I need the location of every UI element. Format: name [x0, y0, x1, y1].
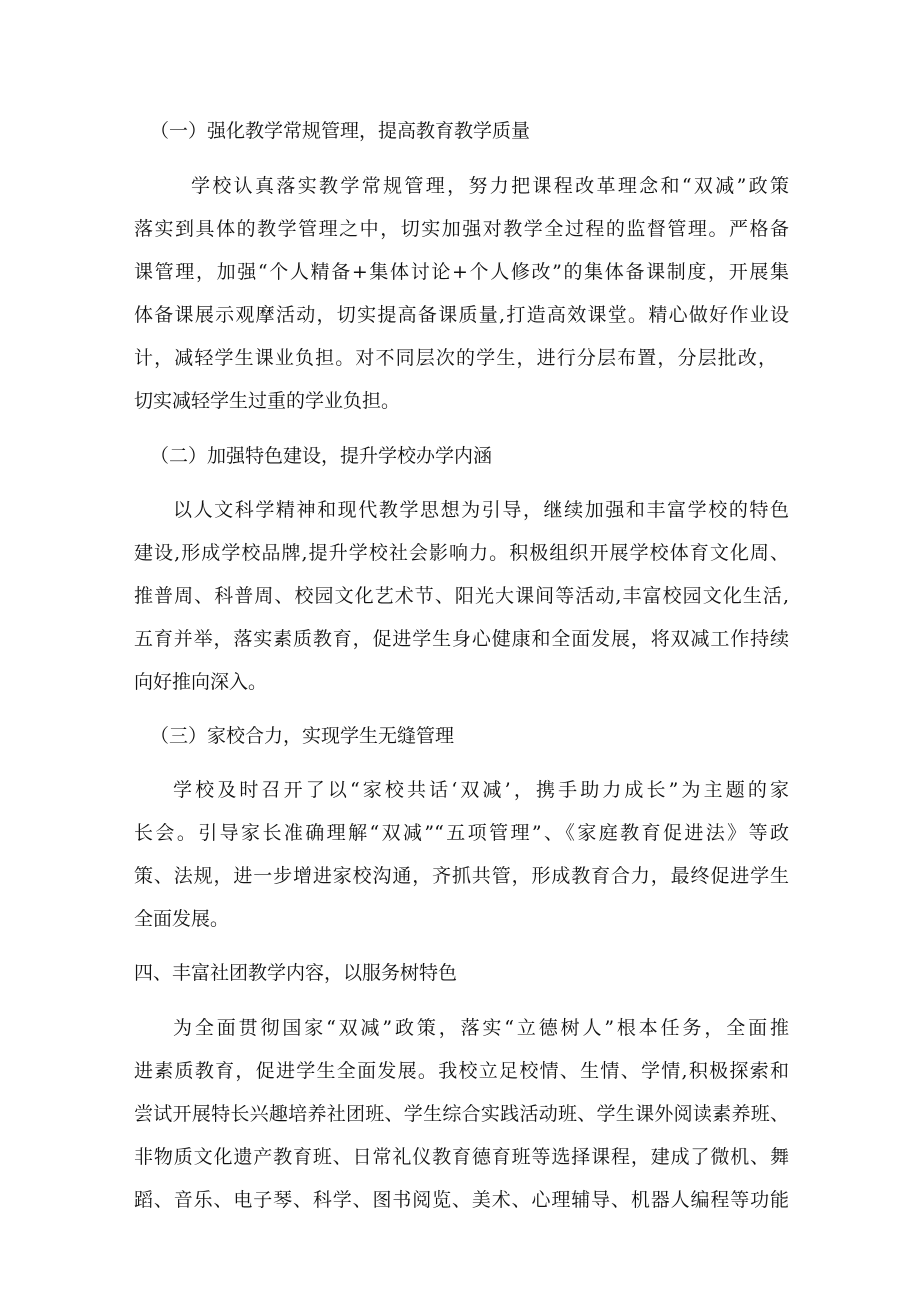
paragraph-line: 落实到具体的教学管理之中，切实加强对教学全过程的监督管理。严格备 [134, 218, 789, 240]
paragraph-line: 非物质文化遗产教育班、日常礼仪教育德育班等选择课程，建成了微机、舞 [134, 1146, 789, 1168]
paragraph-line: 推普周、科普周、校园文化艺术节、阳光大课间等活动,丰富校园文化生活, [134, 585, 789, 607]
paragraph-line: 学校及时召开了以“家校共话‘双减’，携手助力成长”为主题的家 [173, 779, 789, 801]
paragraph-line: 计，减轻学生课业负担。对不同层次的学生，进行分层布置，分层批改， [134, 347, 777, 369]
paragraph-line: 尝试开展特长兴趣培养社团班、学生综合实践活动班、学生课外阅读素养班、 [134, 1103, 789, 1125]
paragraph-line: 策、法规，进一步增进家校沟通，齐抓共管，形成教育合力，最终促进学生 [134, 865, 789, 887]
paragraph-line: 五育并举，落实素质教育，促进学生身心健康和全面发展，将双减工作持续 [134, 628, 789, 650]
paragraph-line: 蹈、音乐、电子琴、科学、图书阅览、美术、心理辅导、机器人编程等功能 [134, 1189, 789, 1211]
paragraph-line: 建设,形成学校品牌,提升学校社会影响力。积极组织开展学校体育文化周、 [134, 542, 789, 564]
paragraph-line: 体备课展示观摩活动，切实提高备课质量,打造高效课堂。精心做好作业设 [134, 304, 789, 326]
paragraph-line: 进素质教育，促进学生全面发展。我校立足校情、生情、学情,积极探索和 [134, 1060, 789, 1082]
section-heading: （三）家校合力，实现学生无缝管理 [150, 725, 455, 747]
section-heading: （二）加强特色建设，提升学校办学内涵 [150, 445, 493, 467]
paragraph-line: 向好推向深入。 [134, 671, 268, 693]
paragraph-line: 课管理，加强“个人精备+集体讨论+个人修改”的集体备课制度，开展集 [134, 261, 789, 283]
section-heading: （一）强化教学常规管理，提高教育教学质量 [150, 120, 531, 142]
paragraph-line: 学校认真落实教学常规管理，努力把课程改革理念和“双减”政策 [191, 175, 789, 197]
paragraph-line: 切实减轻学生过重的学业负担。 [134, 390, 401, 412]
paragraph-line: 以人文科学精神和现代教学思想为引导，继续加强和丰富学校的特色 [173, 499, 789, 521]
section-heading: 四、丰富社团教学内容，以服务树特色 [134, 962, 458, 984]
paragraph-line: 为全面贯彻国家“双减”政策，落实“立德树人”根本任务，全面推 [173, 1017, 789, 1039]
paragraph-line: 长会。引导家长准确理解“双减”“五项管理”、《家庭教育促进法》等政 [134, 822, 789, 844]
paragraph-line: 全面发展。 [134, 908, 230, 930]
